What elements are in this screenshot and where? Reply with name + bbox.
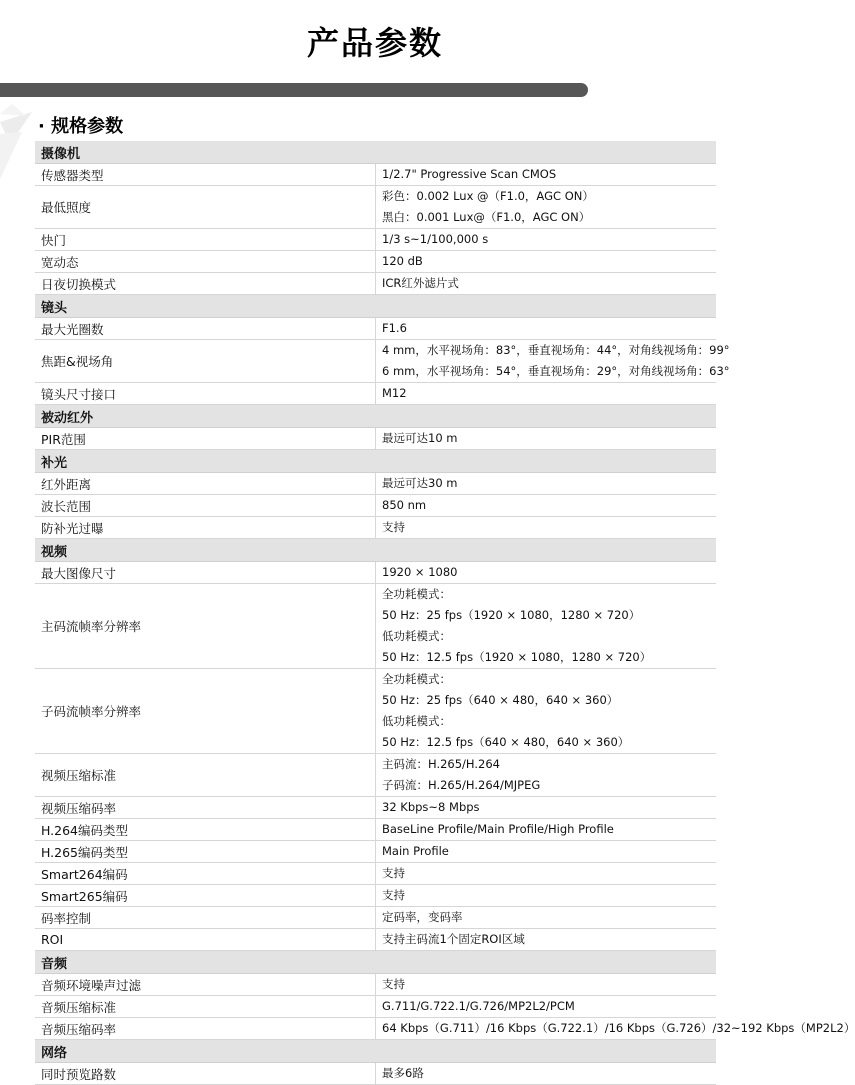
spec-value bbox=[376, 340, 730, 383]
spec-value-line: 最远可达10 m bbox=[382, 431, 458, 445]
spec-label: Smart265编码 bbox=[35, 885, 376, 907]
spec-row bbox=[35, 318, 716, 340]
spec-value-line: 50 Hz：25 fps（1920 × 1080，1280 × 720） bbox=[382, 608, 641, 622]
spec-label: 视频压缩码率 bbox=[35, 797, 376, 819]
spec-value-line: 子码流：H.265/H.264/MJPEG bbox=[382, 778, 541, 792]
title-bar bbox=[0, 83, 588, 97]
spec-label: 最大光圈数 bbox=[35, 318, 376, 340]
spec-row bbox=[35, 885, 716, 907]
spec-row bbox=[35, 819, 716, 841]
spec-value-line: 彩色：0.002 Lux @（F1.0，AGC ON） bbox=[382, 189, 594, 203]
spec-value bbox=[376, 797, 717, 819]
spec-value bbox=[376, 754, 717, 797]
spec-row bbox=[35, 251, 716, 273]
spec-value-line: G.711/G.722.1/G.726/MP2L2/PCM bbox=[382, 999, 575, 1013]
spec-label: ROI bbox=[35, 929, 376, 951]
spec-value bbox=[376, 819, 717, 841]
category-row bbox=[35, 405, 716, 428]
spec-row bbox=[35, 517, 716, 539]
category-label: 镜头 bbox=[35, 295, 716, 318]
category-row bbox=[35, 539, 716, 562]
spec-row bbox=[35, 1063, 716, 1085]
spec-row bbox=[35, 340, 716, 383]
spec-row bbox=[35, 1018, 716, 1040]
spec-label: 传感器类型 bbox=[35, 164, 376, 186]
spec-value-line: 50 Hz：12.5 fps（640 × 480，640 × 360） bbox=[382, 735, 630, 749]
spec-value bbox=[376, 885, 717, 907]
spec-value-line: 黑白：0.001 Lux@（F1.0，AGC ON） bbox=[382, 210, 591, 224]
spec-label: 视频压缩标准 bbox=[35, 754, 376, 797]
spec-value bbox=[376, 974, 717, 996]
spec-row bbox=[35, 562, 716, 584]
spec-value bbox=[376, 584, 717, 669]
spec-label: 同时预览路数 bbox=[35, 1063, 376, 1085]
spec-value bbox=[376, 863, 717, 885]
spec-value-line: 支持 bbox=[382, 888, 405, 902]
spec-value-line: M12 bbox=[382, 386, 407, 400]
spec-row bbox=[35, 669, 716, 754]
spec-value-line: 32 Kbps~8 Mbps bbox=[382, 800, 480, 814]
spec-value bbox=[376, 907, 717, 929]
spec-value-line: 定码率，变码率 bbox=[382, 910, 463, 924]
spec-value bbox=[376, 428, 717, 450]
spec-value bbox=[376, 1018, 855, 1040]
spec-label: 快门 bbox=[35, 229, 376, 251]
category-row bbox=[35, 1040, 716, 1063]
spec-value bbox=[376, 929, 717, 951]
spec-value-line: F1.6 bbox=[382, 321, 407, 335]
spec-value-line: 最远可达30 m bbox=[382, 476, 458, 490]
spec-label: 波长范围 bbox=[35, 495, 376, 517]
spec-value bbox=[376, 383, 717, 405]
category-label: 音频 bbox=[35, 951, 716, 974]
category-row bbox=[35, 951, 716, 974]
spec-label: 主码流帧率分辨率 bbox=[35, 584, 376, 669]
spec-value-line: 1/3 s~1/100,000 s bbox=[382, 232, 489, 246]
spec-row bbox=[35, 974, 716, 996]
spec-value-line: 全功耗模式： bbox=[382, 672, 451, 686]
spec-value bbox=[376, 841, 717, 863]
spec-value-line: 120 dB bbox=[382, 254, 423, 268]
spec-row bbox=[35, 164, 716, 186]
spec-row bbox=[35, 754, 716, 797]
spec-value bbox=[376, 186, 717, 229]
spec-row bbox=[35, 473, 716, 495]
spec-row bbox=[35, 383, 716, 405]
spec-row bbox=[35, 428, 716, 450]
spec-label: 音频压缩标准 bbox=[35, 996, 376, 1018]
spec-label: H.265编码类型 bbox=[35, 841, 376, 863]
spec-value-line: 支持 bbox=[382, 866, 405, 880]
category-label: 网络 bbox=[35, 1040, 716, 1063]
page-title: 产品参数 bbox=[306, 24, 443, 62]
spec-label: 日夜切换模式 bbox=[35, 273, 376, 295]
category-row bbox=[35, 450, 716, 473]
spec-value-line: 支持 bbox=[382, 520, 405, 534]
spec-row bbox=[35, 273, 716, 295]
spec-row bbox=[35, 495, 716, 517]
category-row bbox=[35, 295, 716, 318]
spec-value-line: 1920 × 1080 bbox=[382, 565, 458, 579]
spec-value bbox=[376, 495, 717, 517]
spec-value-line: 低功耗模式： bbox=[382, 714, 451, 728]
spec-value bbox=[376, 1063, 717, 1085]
spec-row bbox=[35, 996, 716, 1018]
spec-label: 音频环境噪声过滤 bbox=[35, 974, 376, 996]
spec-value-line: 50 Hz：12.5 fps（1920 × 1080，1280 × 720） bbox=[382, 650, 652, 664]
spec-value bbox=[376, 562, 717, 584]
spec-value bbox=[376, 517, 717, 539]
spec-value-line: 最多6路 bbox=[382, 1066, 424, 1080]
spec-value-line: 1/2.7" Progressive Scan CMOS bbox=[382, 167, 557, 181]
spec-label: 音频压缩码率 bbox=[35, 1018, 376, 1040]
spec-table bbox=[35, 141, 855, 1085]
spec-value bbox=[376, 669, 717, 754]
spec-value-line: 全功耗模式： bbox=[382, 587, 451, 601]
spec-value bbox=[376, 251, 717, 273]
spec-row bbox=[35, 863, 716, 885]
spec-value bbox=[376, 996, 717, 1018]
category-label: 摄像机 bbox=[35, 141, 716, 164]
spec-label: H.264编码类型 bbox=[35, 819, 376, 841]
category-row bbox=[35, 141, 716, 164]
spec-value bbox=[376, 273, 717, 295]
spec-value bbox=[376, 473, 717, 495]
spec-value-line: 6 mm，水平视场角：54°，垂直视场角：29°，对角线视场角：63° bbox=[382, 364, 730, 378]
spec-label: 防补光过曝 bbox=[35, 517, 376, 539]
spec-row bbox=[35, 841, 716, 863]
spec-value-line: 50 Hz：25 fps（640 × 480，640 × 360） bbox=[382, 693, 619, 707]
spec-value bbox=[376, 229, 717, 251]
spec-value-line: Main Profile bbox=[382, 844, 449, 858]
spec-label: 宽动态 bbox=[35, 251, 376, 273]
category-label: 被动红外 bbox=[35, 405, 716, 428]
decorative-shape-icon bbox=[0, 104, 34, 194]
spec-value-line: 主码流：H.265/H.264 bbox=[382, 757, 500, 771]
spec-value-line: 支持主码流1个固定ROI区域 bbox=[382, 932, 525, 946]
spec-value bbox=[376, 164, 717, 186]
spec-label: Smart264编码 bbox=[35, 863, 376, 885]
spec-label: 最低照度 bbox=[35, 186, 376, 229]
spec-value-line: 64 Kbps（G.711）/16 Kbps（G.722.1）/16 Kbps（G.726）/32~192 Kbps（MP2L2） bbox=[382, 1021, 855, 1035]
spec-value bbox=[376, 318, 717, 340]
category-label: 视频 bbox=[35, 539, 716, 562]
spec-row bbox=[35, 929, 716, 951]
spec-label: 镜头尺寸接口 bbox=[35, 383, 376, 405]
spec-label: 最大图像尺寸 bbox=[35, 562, 376, 584]
category-label: 补光 bbox=[35, 450, 716, 473]
spec-value-line: 支持 bbox=[382, 977, 405, 991]
spec-label: 焦距&视场角 bbox=[35, 340, 376, 383]
spec-row bbox=[35, 797, 716, 819]
spec-table-body bbox=[35, 141, 855, 1085]
spec-label: 子码流帧率分辨率 bbox=[35, 669, 376, 754]
spec-row bbox=[35, 229, 716, 251]
spec-label: PIR范围 bbox=[35, 428, 376, 450]
spec-label: 红外距离 bbox=[35, 473, 376, 495]
spec-row bbox=[35, 186, 716, 229]
spec-value-line: 850 nm bbox=[382, 498, 427, 512]
spec-row bbox=[35, 584, 716, 669]
section-title: · 规格参数 bbox=[38, 116, 124, 137]
spec-value-line: 低功耗模式： bbox=[382, 629, 451, 643]
spec-value-line: ICR红外滤片式 bbox=[382, 276, 459, 290]
spec-label: 码率控制 bbox=[35, 907, 376, 929]
spec-value-line: 4 mm，水平视场角：83°，垂直视场角：44°，对角线视场角：99° bbox=[382, 343, 730, 357]
spec-value-line: BaseLine Profile/Main Profile/High Profile bbox=[382, 822, 614, 836]
spec-row bbox=[35, 907, 716, 929]
